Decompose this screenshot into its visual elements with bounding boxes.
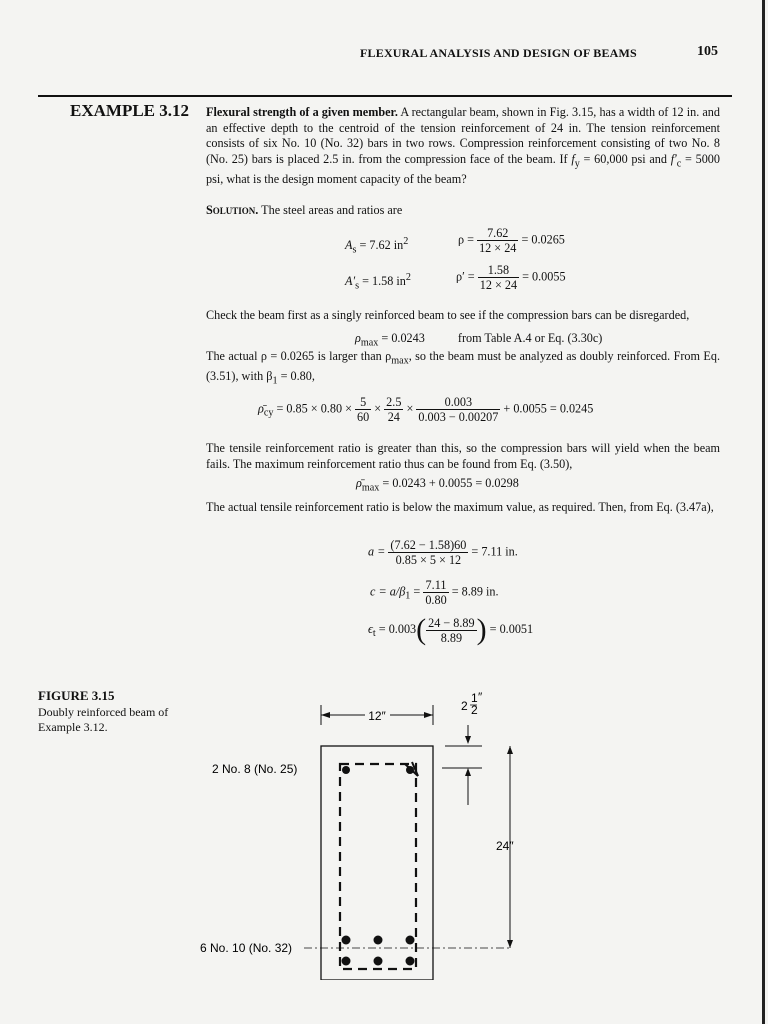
cover-numerator: 1 xyxy=(471,691,478,705)
example-heading: Flexural strength of a given member. xyxy=(206,105,398,119)
depth-dimension: 24″ xyxy=(496,839,514,853)
running-header: FLEXURAL ANALYSIS AND DESIGN OF BEAMS xyxy=(360,46,637,60)
tensile-paragraph: The tensile reinforcement ratio is greater than this, so the compression bars will yield when the beam fails. The maximum reinforcement ratio thus can be found from Eq. (3.50), xyxy=(206,441,720,471)
tension-bar xyxy=(406,957,415,966)
width-arrow-left xyxy=(321,712,330,718)
tension-bar xyxy=(406,936,415,945)
page-edge xyxy=(762,0,765,1024)
eq-a: a = $\frac{(7.62 - 1.58)60}{0.85 \times 5 \times 12}$ = 7.11 in. xyxy=(368,538,518,567)
check-paragraph: Check the beam first as a singly reinforced beam to see if the compression bars can be disregarded, xyxy=(206,308,690,322)
rho-prime-fraction: $\frac{1.58}{12 \times 24}$ xyxy=(479,263,518,292)
example-statement: Flexural strength of a given member. A rectangular beam, shown in Fig. 3.15, has a width of 12 in. and an effective depth to the centroid of the tension reinforcement of 24 in. The tension reinforcement consists of six No. 10 (No. 32) bars in two rows. Compression reinforcement consisting of two No. 8 (No. 25) bars is placed 2.5 in. from the compression face of the beam. If $f_y = 60,000$ psi and $f'_c = 5000$ psi, what is the design moment capacity of the beam? xyxy=(206,105,720,186)
tension-bar xyxy=(342,936,351,945)
eq-as-prime: $A'_s = 1.58$ $in^2$ xyxy=(345,272,411,292)
top-bars-label: 2 No. 8 (No. 25) xyxy=(212,762,298,776)
cover-denominator: 2 xyxy=(471,703,478,717)
compression-bar xyxy=(406,766,414,774)
bottom-bars-label: 6 No. 10 (No. 32) xyxy=(200,941,293,955)
header-rule xyxy=(38,95,732,97)
eq-pmax-doubly: $\rhō_{max} = 0.0243 + 0.0055 = 0.0298$ xyxy=(356,476,519,494)
tension-bar xyxy=(374,936,383,945)
eq-pcy: $\rhō_{cy} = 0.85 \times 0.80$ × $\frac{5}{60}$ × $\frac{2.5}{24}$ × $\frac{0.003}{0.003 - 0.00207}$ + 0.0055 = 0.0245 xyxy=(258,395,594,424)
tension-bar xyxy=(342,957,351,966)
beam-section-figure xyxy=(200,680,530,980)
width-arrow-right xyxy=(424,712,433,718)
page-number: 105 xyxy=(697,44,718,59)
figure-label: FIGURE 3.15 xyxy=(38,688,115,703)
figure-caption: Doubly reinforced beam of Example 3.12. xyxy=(38,705,169,734)
compression-bar xyxy=(342,766,350,774)
eq-rho-prime: ρ′ = $\frac{1.58}{12 \times 24}$ = 0.0055 xyxy=(456,263,566,292)
eq-rho: ρ = $\frac{7.62}{12 \times 24}$ = 0.0265 xyxy=(458,226,565,255)
tension-bar xyxy=(374,957,383,966)
cover-unit: ″ xyxy=(478,690,483,704)
eq-as: $A_s = 7.62$ $in^2$ xyxy=(345,236,409,256)
eq-pmax: $\rho_{max} = 0.0243$ from Table A.4 or Eq. (3.30c) xyxy=(355,331,603,349)
cover-whole: 2 xyxy=(461,699,468,713)
solution-intro: Solution. The steel areas and ratios are xyxy=(206,203,403,217)
rho-fraction: $\frac{7.62}{12 \times 24}$ xyxy=(479,226,517,255)
actual-paragraph: The actual ρ = 0.0265 is larger than $\rho_{max}$, so the beam must be analyzed as doubly reinforced. From Eq. (3.51), with $\beta_1 = 0.80$, xyxy=(206,349,720,387)
eq-c: $c = a/\beta_1$ = $\frac{7.11}{0.80}$ = 8.89 in. xyxy=(370,578,499,607)
below-paragraph: The actual tensile reinforcement ratio is below the maximum value, as required. Then, from Eq. (3.47a), xyxy=(206,500,714,514)
solution-label: Solution. xyxy=(206,203,259,217)
example-label: EXAMPLE 3.12 xyxy=(70,101,189,120)
eq-epsilon: $\epsilon_t = 0.003$( $\frac{24 - 8.89}{8.89}$ ) = 0.0051 xyxy=(368,613,534,646)
width-dimension: 12″ xyxy=(368,709,386,723)
